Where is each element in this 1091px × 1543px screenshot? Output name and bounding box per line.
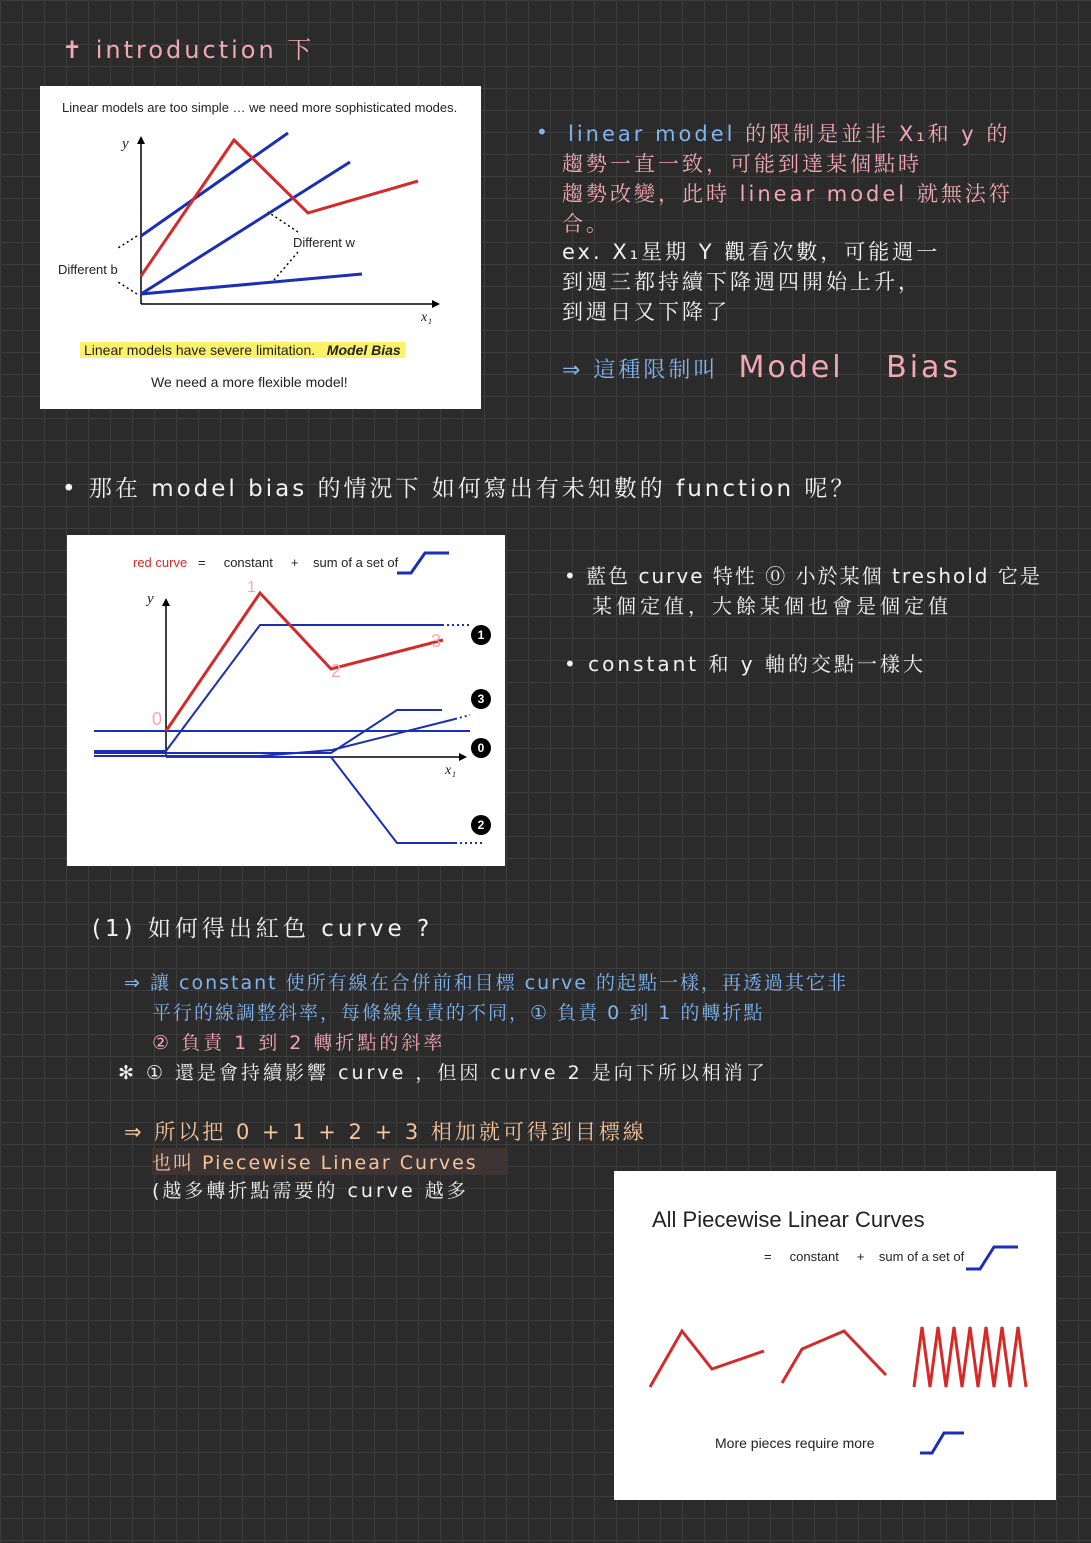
notes-line-7: 到週日又下降了 xyxy=(562,300,730,324)
notes2-line-1: • 藍色 curve 特性 ⓪ 小於某個 treshold 它是 xyxy=(564,564,1042,588)
flexible-model-text: We need a more flexible model! xyxy=(151,374,348,390)
hw-point-2: 2 xyxy=(331,661,342,681)
piecewise-curve-2 xyxy=(782,1331,886,1383)
slide-linear-models xyxy=(40,86,481,409)
page-title: ✝ introduction 下 xyxy=(62,36,315,64)
explain-line-5: ⇒ 所以把 0 + 1 + 2 + 3 相加就可得到目標線 xyxy=(124,1120,647,1144)
y-axis-label: y xyxy=(122,136,129,152)
badge-3: 3 xyxy=(471,689,491,709)
more-pieces-text: More pieces require more xyxy=(715,1435,875,1451)
notes-conclusion: ⇒ 這種限制叫 Model Bias xyxy=(562,350,962,385)
slide-piecewise xyxy=(614,1171,1056,1500)
section-heading: (1) 如何得出紅色 curve ? xyxy=(92,916,434,942)
blue-line-3 xyxy=(141,274,362,294)
equation-row: = constant + sum of a set of xyxy=(764,1249,965,1264)
hard-sigmoid-icon xyxy=(966,1247,1018,1269)
notes-line-4: 合。 xyxy=(562,212,610,236)
badge-1: 1 xyxy=(471,625,491,645)
notes-line-1: linear model 的限制是並非 X₁和 y 的 xyxy=(568,122,1011,146)
explain-line-6: 也叫 Piecewise Linear Curves xyxy=(152,1148,508,1175)
limitation-text: Linear models have severe limitation. Model Bias xyxy=(80,342,405,358)
question-heading: • 那在 model bias 的情況下 如何寫出有未知數的 function 呢？ xyxy=(62,476,857,502)
explain-line-3: ② 負責 1 到 2 轉折點的斜率 xyxy=(152,1032,446,1054)
blue-line-1 xyxy=(141,133,288,236)
y-axis-label: y xyxy=(147,591,154,607)
hard-sigmoid-icon xyxy=(920,1433,964,1453)
equation-row: red curve = constant + sum of a set of xyxy=(133,555,399,570)
badge-0: 0 xyxy=(471,738,491,758)
x-axis-label: x₁ xyxy=(445,763,457,778)
notes2-line-3: • constant 和 y 軸的交點一樣大 xyxy=(564,652,927,676)
slide-header: Linear models are too simple … we need more sophisticated modes. xyxy=(62,100,458,115)
different-w-label: Different w xyxy=(293,235,355,250)
notes2-line-2: 某個定值，大餘某個也會是個定值 xyxy=(592,594,952,618)
explain-line-4: ✻ ① 還是會持續影響 curve ，但因 curve 2 是向下所以相消了 xyxy=(118,1062,768,1084)
linear-models-chart xyxy=(40,86,481,409)
slide-red-curve xyxy=(67,535,505,866)
hw-point-1: 1 xyxy=(247,579,256,596)
different-b-label: Different b xyxy=(58,262,118,277)
hard-sigmoid-icon xyxy=(397,553,449,573)
notes-line-3: 趨勢改變，此時 linear model 就無法符 xyxy=(562,182,1013,206)
notes-line-6: 到週三都持續下降週四開始上升， xyxy=(562,270,922,294)
notes-line-2: 趨勢一直一致，可能到達某個點時 xyxy=(562,152,922,176)
explain-line-2: 平行的線調整斜率，每條線負責的不同，① 負責 0 到 1 的轉折點 xyxy=(152,1002,765,1024)
explain-line-7: (越多轉折點需要的 curve 越多 xyxy=(152,1180,469,1202)
hw-point-0: 0 xyxy=(152,709,163,729)
model-bias-label: Model Bias xyxy=(326,342,401,358)
bullet: • xyxy=(536,120,551,144)
explain-line-1: ⇒ 讓 constant 使所有線在合併前和目標 curve 的起點一樣，再透過其它非 xyxy=(124,972,848,994)
notes-line-5: ex. X₁星期 Y 觀看次數，可能週一 xyxy=(562,240,941,264)
x-axis-label: x₁ xyxy=(421,310,433,325)
piecewise-curve-3 xyxy=(914,1327,1026,1387)
hw-point-3: 3 xyxy=(431,631,442,651)
piecewise-curve-1 xyxy=(650,1331,764,1387)
slide3-title: All Piecewise Linear Curves xyxy=(652,1207,925,1232)
badge-2: 2 xyxy=(471,815,491,835)
red-curve-chart xyxy=(67,535,505,866)
